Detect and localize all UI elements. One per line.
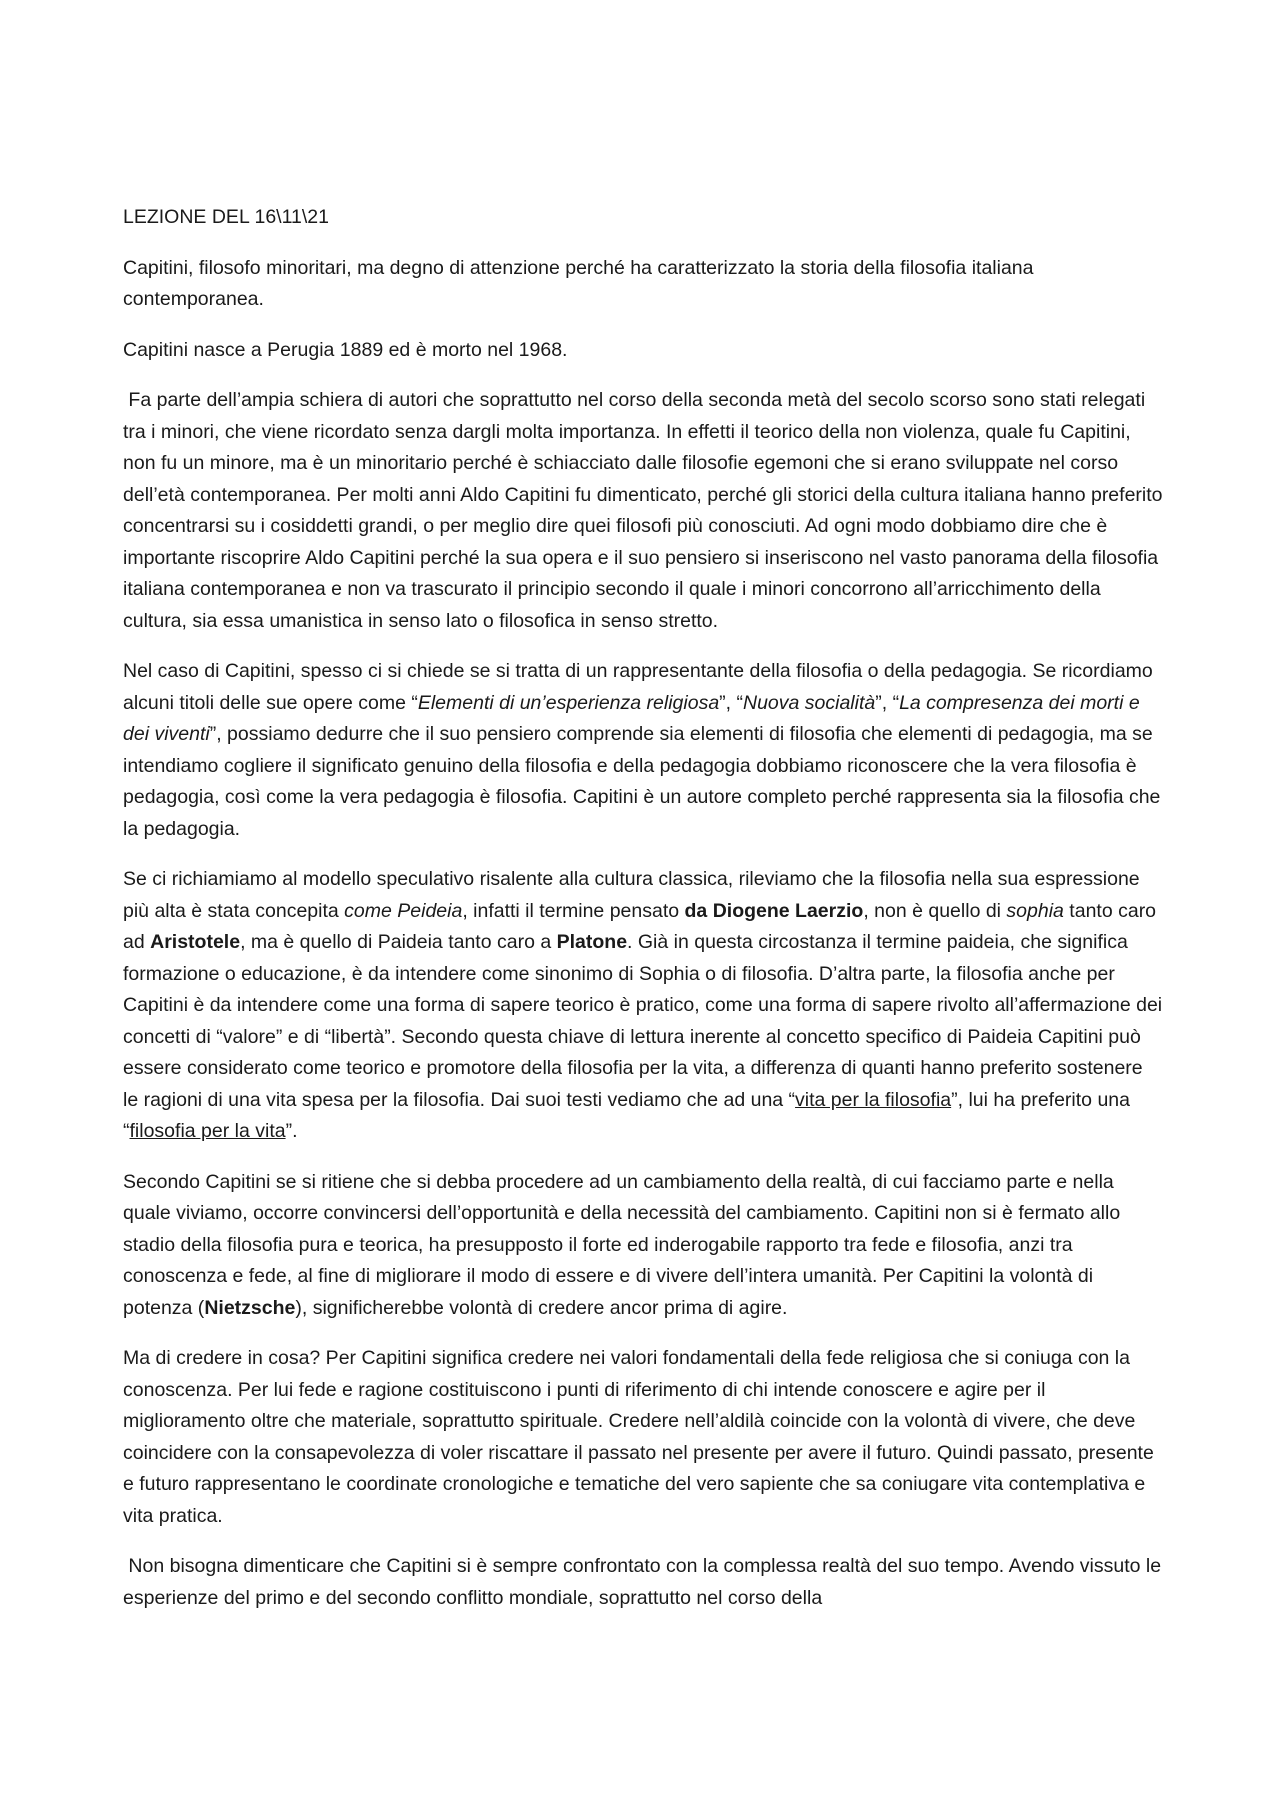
underlined-run: vita per la filosofia (795, 1088, 952, 1111)
paragraph-6 (123, 1167, 1163, 1325)
text-run: ”, “ (719, 691, 743, 714)
text-run: ), significherebbe volontà di credere ancor prima di agire. (295, 1296, 788, 1319)
italic-run: come Peideia (344, 899, 463, 922)
text-run: Nel caso di Capitini, spesso ci si chiede se si tratta di un rappresentante della filosofia o della pedagogia. Se ricordiamo alcuni titoli delle sue opere come “ (123, 660, 1153, 714)
paragraph-7: Ma di credere in cosa? Per Capitini significa credere nei valori fondamentali della fede religiosa che si coniuga con la conoscenza. Per lui fede e ragione costituiscono i punti di riferimento di chi intende conoscere e agire per il miglioramento oltre che materiale, soprattutto spirituale. Credere nell’aldilà coincide con la volontà di vivere, che deve coincidere con la consapevolezza di voler riscattare il passato nel presente per avere il futuro. Quindi passato, presente e futuro rappresentano le coordinate cronologiche e tematiche del vero sapiente che sa coniugare vita contemplativa e vita pratica. (123, 1347, 1154, 1527)
paragraph-3: Fa parte dell’ampia schiera di autori che soprattutto nel corso della seconda metà del secolo scorso sono stati relegati tra i minori, che viene ricordato senza dargli molta importanza. In effetti il teorico della non violenza, quale fu Capitini, non fu un minore, ma è un minoritario perché è schiacciato dalle filosofie egemoni che si erano sviluppate nel corso dell’età contemporanea. Per molti anni Aldo Capitini fu dimenticato, perché gli storici della cultura italiana hanno preferito concentrarsi su i cosiddetti grandi, o per meglio dire quei filosofi più conosciuti. Ad ogni modo dobbiamo dire che è importante riscoprire Aldo Capitini perché la sua opera e il suo pensiero si inseriscono nel vasto panorama della filosofia italiana contemporanea e non va trascurato il principio secondo il quale i minori concorrono all’arricchimento della cultura, sia essa umanistica in senso lato o filosofica in senso stretto. (123, 389, 1168, 632)
bold-run: Aristotele (150, 931, 241, 953)
document-body (123, 202, 1168, 1633)
paragraph-4 (123, 656, 1163, 845)
paragraph-8: Non bisogna dimenticare che Capitini si è sempre confrontato con la complessa realtà del suo tempo. Avendo vissuto le esperienze del primo e del secondo conflitto mondiale, soprattutto nel corso della (123, 1555, 1167, 1609)
text-run: , non è quello di (863, 899, 1007, 922)
bold-run: Nietzsche (204, 1296, 296, 1319)
text-run: ”, “ (875, 691, 900, 714)
title-elementi: Elementi di un’esperienza religiosa (417, 691, 720, 714)
bold-run: da Diogene Laerzio (684, 899, 864, 922)
paragraph-5 (123, 864, 1163, 1148)
text-run: , infatti il termine pensato (462, 899, 685, 922)
text-run: ”, lui ha preferito una “ (123, 1088, 1130, 1142)
title-compresenza: La compresenza dei morti e dei viventi (123, 691, 1140, 745)
text-run: ”, possiamo dedurre che il suo pensiero comprende sia elementi di filosofia che elementi di pedagogia, ma se intendiamo cogliere il significato genuino della filosofia e della pedagogia dobbiamo riconoscere che la vera filosofia è pedagogia, così come la vera pedagogia è filosofia. Capitini è un autore completo perché rappresenta sia la filosofia che la pedagogia. (123, 723, 1161, 840)
text-run: ”. (285, 1120, 298, 1142)
text-run: , ma è quello di Paideia tanto caro a (240, 931, 557, 953)
text-run: Se ci richiamiamo al modello speculativo risalente alla cultura classica, rileviamo che la filosofia nella sua espressione più alta è stata concepita (123, 868, 1140, 922)
lesson-heading: LEZIONE DEL 16\11\21 (123, 206, 329, 228)
underlined-run: filosofia per la vita (129, 1120, 286, 1142)
paragraph-2: Capitini nasce a Perugia 1889 ed è morto nel 1968. (123, 338, 568, 361)
title-nuova-socialita: Nuova socialità (743, 691, 876, 714)
italic-run: sophia (1006, 899, 1064, 922)
text-run: . Già in questa circostanza il termine paideia, che significa formazione o educazione, è da intendere come sinonimo di Sophia o di filosofia. D’altra parte, la filosofia anche per Capitini è da intendere come una forma di sapere teorico è pratico, come una forma di sapere rivolto all’affermazione dei concetti di “valore” e di “libertà”. Secondo questa chiave di lettura inerente al concetto specifico di Paideia Capitini può essere considerato come teorico e promotore della filosofia per la vita, a differenza di quanti hanno preferito sostenere le ragioni di una vita spesa per la filosofia. Dai suoi testi vediamo che ad una “ (123, 931, 1163, 1111)
paragraph-1: Capitini, filosofo minoritari, ma degno di attenzione perché ha caratterizzato la storia della filosofia italiana contemporanea. (123, 256, 1034, 310)
text-run: Secondo Capitini se si ritiene che si debba procedere ad un cambiamento della realtà, di cui facciamo parte e nella quale viviamo, occorre convincersi dell’opportunità e della necessità del cambiamento. Capitini non si è fermato allo stadio della filosofia pura e teorica, ha presupposto il forte ed inderogabile rapporto tra fede e filosofia, anzi tra conoscenza e fede, al fine di migliorare il modo di essere e di vivere dell’intera umanità. Per Capitini la volontà di potenza ( (123, 1170, 1121, 1319)
text-run: tanto caro ad (123, 899, 1157, 953)
bold-run: Platone (556, 931, 628, 953)
